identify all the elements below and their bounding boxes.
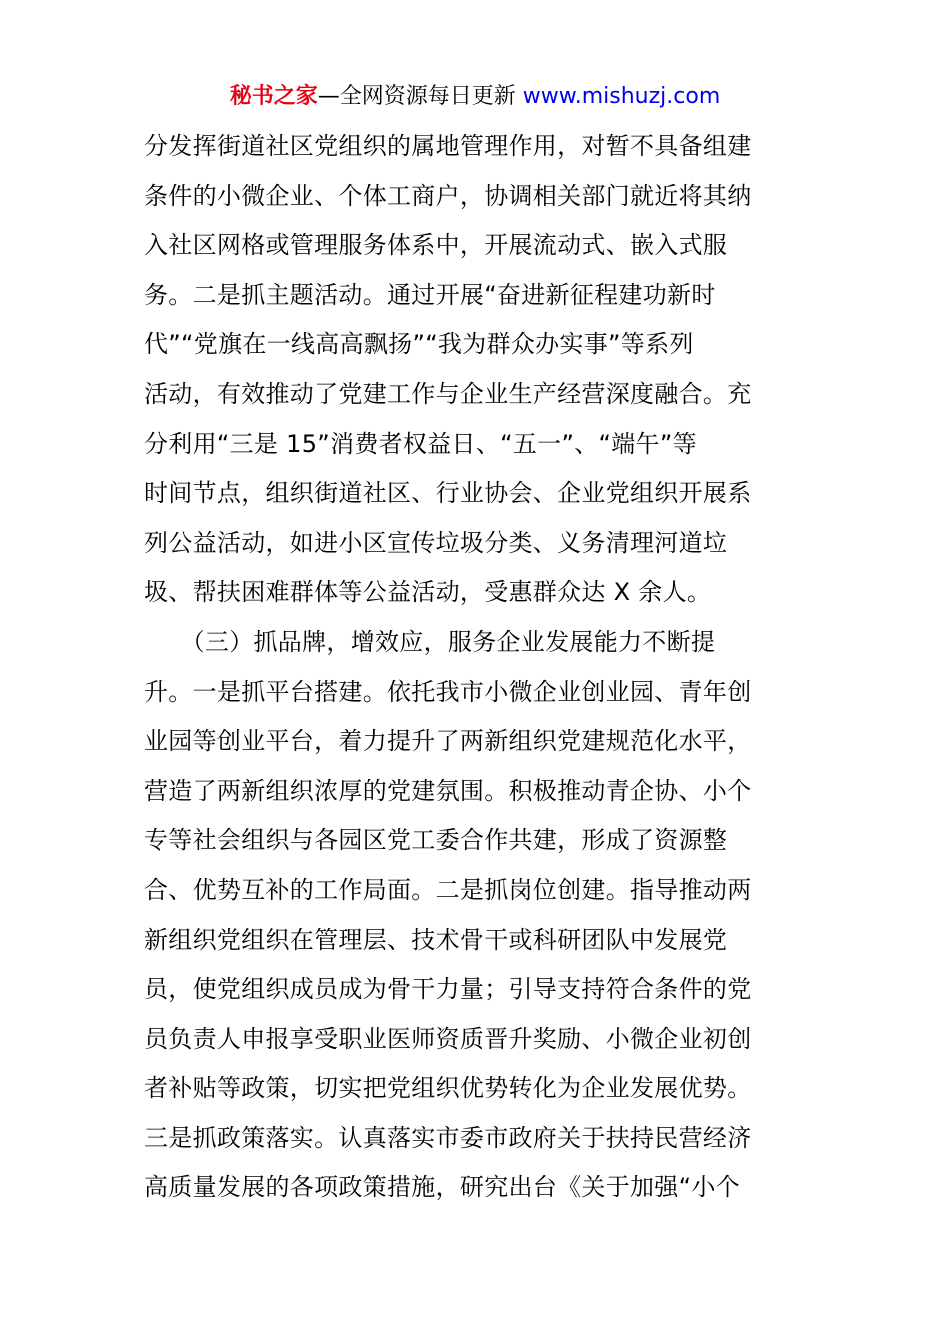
text-line: 升。一是抓平台搭建。依托我市小微企业创业园、青年创 <box>144 677 752 706</box>
text-line: 入社区网格或管理服务体系中，开展流动式、嵌入式服 <box>144 231 728 260</box>
text-line: 代”“党旗在一线高高飘扬”“我为群众办实事”等系列 <box>144 330 694 359</box>
text-line: 务。二是抓主题活动。通过开展“奋进新征程建功新时 <box>144 280 716 309</box>
text-line: 三是抓政策落实。认真落实市委市政府关于扶持民营经济 <box>144 1123 752 1152</box>
text-line: 条件的小微企业、个体工商户，协调相关部门就近将其纳 <box>144 181 752 210</box>
text-line: 合、优势互补的工作局面。二是抓岗位创建。指导推动两 <box>144 875 752 904</box>
text-line: 分发挥街道社区党组织的属地管理作用，对暂不具备组建 <box>144 132 752 160</box>
document-body <box>144 122 814 1213</box>
section-heading-line: （三）抓品牌，增效应，服务企业发展能力不断提 <box>144 627 716 656</box>
text-line: 员负责人申报享受职业医师资质晋升奖励、小微企业初创 <box>144 1024 752 1053</box>
text-line: 圾、帮扶困难群体等公益活动，受惠群众达 X 余人。 <box>144 578 712 607</box>
text-line: 业园等创业平台，着力提升了两新组织党建规范化水平， <box>144 727 752 756</box>
text-line: 活动，有效推动了党建工作与企业生产经营深度融合。充 <box>144 379 752 408</box>
header-slogan: —全网资源每日更新 <box>317 84 516 109</box>
text-line: 分利用“三是 15”消费者权益日、“五一”、“端午”等 <box>144 429 697 458</box>
text-line: 时间节点，组织街道社区、行业协会、企业党组织开展系 <box>144 479 752 508</box>
text-line: 列公益活动，如进小区宣传垃圾分类、义务清理河道垃 <box>144 528 728 557</box>
text-line: 营造了两新组织浓厚的党建氛围。积极推动青企协、小个 <box>144 776 752 805</box>
website-link[interactable]: www.mishuzj.com <box>522 84 721 109</box>
text-line: 新组织党组织在管理层、技术骨干或科研团队中发展党 <box>144 925 728 954</box>
page-header <box>0 80 950 114</box>
text-line: 者补贴等政策，切实把党组织优势转化为企业发展优势。 <box>144 1074 752 1103</box>
brand-name: 秘书之家 <box>229 84 318 109</box>
text-line: 高质量发展的各项政策措施，研究出台《关于加强“小个 <box>144 1173 740 1202</box>
text-line: 员，使党组织成员成为骨干力量；引导支持符合条件的党 <box>144 975 752 1004</box>
text-line: 专等社会组织与各园区党工委合作共建，形成了资源整 <box>144 826 728 855</box>
